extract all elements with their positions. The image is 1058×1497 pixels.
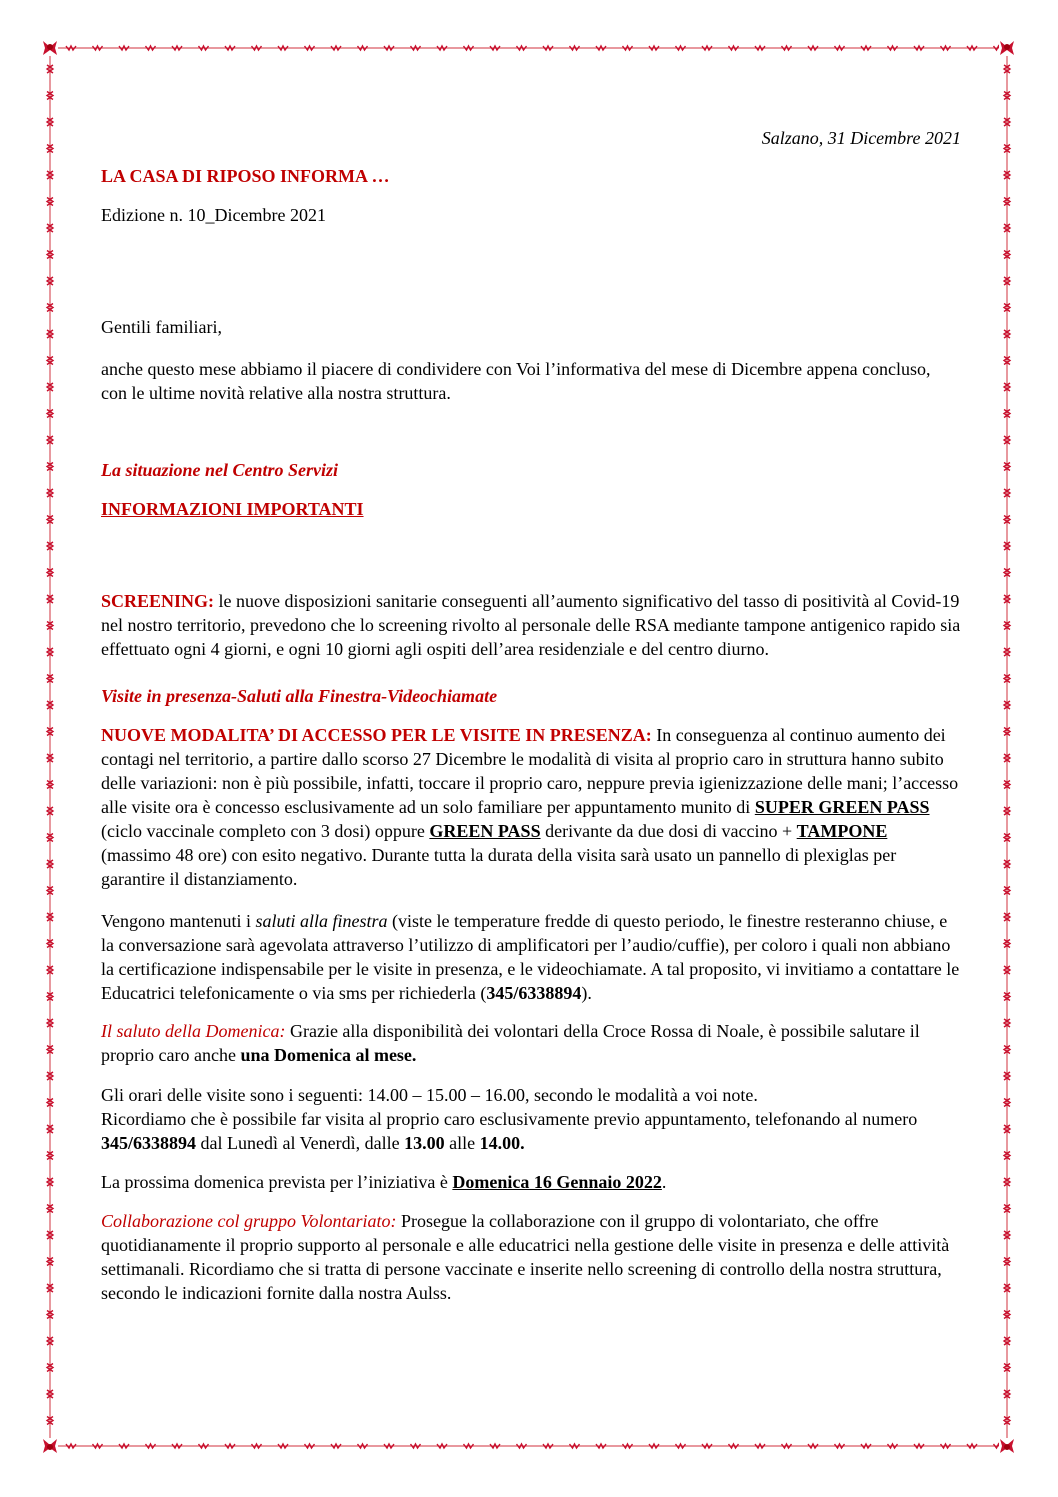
green-pass-emphasis: GREEN PASS (429, 821, 541, 841)
appuntamento-text: alle (444, 1133, 480, 1153)
saluti-finestra-italic: saluti alla finestra (255, 911, 388, 931)
time-from: 13.00 (404, 1133, 445, 1153)
saluti-text: (viste le temperature fredde di questo periodo, le finestre resteranno chiuse, e la conversazione sarà agevolata attraverso l’utilizzo di amplificatori per l’audio/cuffie), per coloro i quali non abbiano la certificazione indispensabile per le visite in presenza, e le videochiamate. A tal proposito, vi invitiamo a contattare le Educatrici telefonicamente o via sms per richiederla ( (101, 911, 960, 1003)
intro-paragraph: anche questo mese abbiamo il piacere di condividere con Voi l’informativa del mese di Dicembre appena concluso, con le ultime novità relative alla nostra struttura. (101, 359, 931, 403)
saluti-text: Vengono mantenuti i (101, 911, 256, 931)
nuove-modalita-text: derivante da due dosi di vaccino + (540, 821, 797, 841)
newsletter-title: LA CASA DI RIPOSO INFORMA … (101, 166, 390, 186)
border-bottom-edge (58, 1441, 999, 1451)
orari-line: Gli orari delle visite sono i seguenti: 14.00 – 15.00 – 16.00, secondo le modalità a voi note. (101, 1085, 758, 1105)
section-heading-situazione: La situazione nel Centro Servizi (101, 460, 339, 480)
date-line: Salzano, 31 Dicembre 2021 (761, 128, 961, 148)
una-domenica-emphasis: una Domenica al mese. (240, 1045, 417, 1065)
corner-ornament-icon (998, 1437, 1016, 1455)
appuntamento-text: dal Lunedì al Venerdì, dalle (196, 1133, 405, 1153)
nuove-modalita-paragraph (101, 723, 961, 891)
nuove-modalita-text: In conseguenza al continuo aumento dei contagi nel territorio, a partire dallo scorso 27 Dicembre le modalità di visita al proprio caro in struttura hanno subito delle variazioni: non è più possibile, infatti, toccare il proprio caro, neppure previa igienizzazione delle mani; l’accesso alle visite ora è concesso esclusivamente ad un solo familiare per appuntamento munito di (101, 725, 959, 817)
prossima-domenica-paragraph (101, 1170, 961, 1194)
section-heading-informazioni: INFORMAZIONI IMPORTANTI (101, 499, 364, 519)
screening-text: le nuove disposizioni sanitarie conseguenti all’aumento significativo del tasso di positività al Covid-19 nel nostro territorio, prevedono che lo screening rivolto al personale delle RSA mediante tampone antigenico rapido sia effettuato ogni 4 giorni, e ogni 10 giorni agli ospiti dell’area residenziale e del centro diurno. (101, 591, 961, 659)
collaborazione-text: Prosegue la collaborazione con il gruppo di volontariato, che offre quotidianamente il proprio supporto al personale e alle educatrici nella gestione delle visite in presenza e delle attività settimanali. Ricordiamo che si tratta di persone vaccinate e inserite nello screening di controllo della nostra struttura, secondo le indicazioni fornite dalla nostra Aulss. (101, 1211, 950, 1303)
border-left-edge (45, 56, 55, 1438)
border-right-edge (1002, 56, 1012, 1438)
saluti-text: ). (581, 983, 592, 1003)
educatrici-phone: 345/6338894 (486, 983, 582, 1003)
greeting: Gentili familiari, (101, 317, 222, 337)
prossima-end: . (661, 1172, 667, 1192)
prossima-date: Domenica 16 Gennaio 2022 (452, 1172, 662, 1192)
appuntamento-line (101, 1107, 961, 1155)
appuntamento-phone: 345/6338894 (101, 1133, 197, 1153)
collaborazione-lead: Collaborazione col gruppo Volontariato: (101, 1211, 397, 1231)
time-to: 14.00. (479, 1133, 525, 1153)
section-heading-visite: Visite in presenza-Saluti alla Finestra-Videochiamate (101, 686, 498, 706)
collaborazione-paragraph (101, 1209, 961, 1305)
nuove-modalita-text: (ciclo vaccinale completo con 3 dosi) oppure (101, 821, 430, 841)
prossima-text: La prossima domenica prevista per l’iniziativa è (101, 1172, 453, 1192)
border-top-edge (58, 43, 999, 53)
tampone-emphasis: TAMPONE (796, 821, 888, 841)
nuove-modalita-text: (massimo 48 ore) con esito negativo. Durante tutta la durata della visita sarà usato un pannello di plexiglas per garantire il distanziamento. (101, 845, 897, 889)
orari-paragraph (101, 1083, 961, 1155)
appuntamento-text: Ricordiamo che è possibile far visita al proprio caro esclusivamente previo appuntamento, telefonando al numero (101, 1109, 918, 1129)
corner-ornament-icon (41, 1437, 59, 1455)
edition-line: Edizione n. 10_Dicembre 2021 (101, 205, 326, 225)
super-green-pass-emphasis: SUPER GREEN PASS (754, 797, 930, 817)
screening-paragraph (101, 589, 961, 661)
saluto-domenica-lead: Il saluto della Domenica: (101, 1021, 286, 1041)
saluto-domenica-text: Grazie alla disponibilità dei volontari della Croce Rossa di Noale, è possibile salutare il proprio caro anche (101, 1021, 920, 1065)
saluti-finestra-paragraph (101, 909, 961, 1005)
corner-ornament-icon (998, 39, 1016, 57)
saluto-domenica-paragraph (101, 1019, 961, 1067)
screening-lead: SCREENING: (101, 591, 215, 611)
corner-ornament-icon (41, 39, 59, 57)
nuove-modalita-lead: NUOVE MODALITA’ DI ACCESSO PER LE VISITE IN PRESENZA: (101, 725, 652, 745)
